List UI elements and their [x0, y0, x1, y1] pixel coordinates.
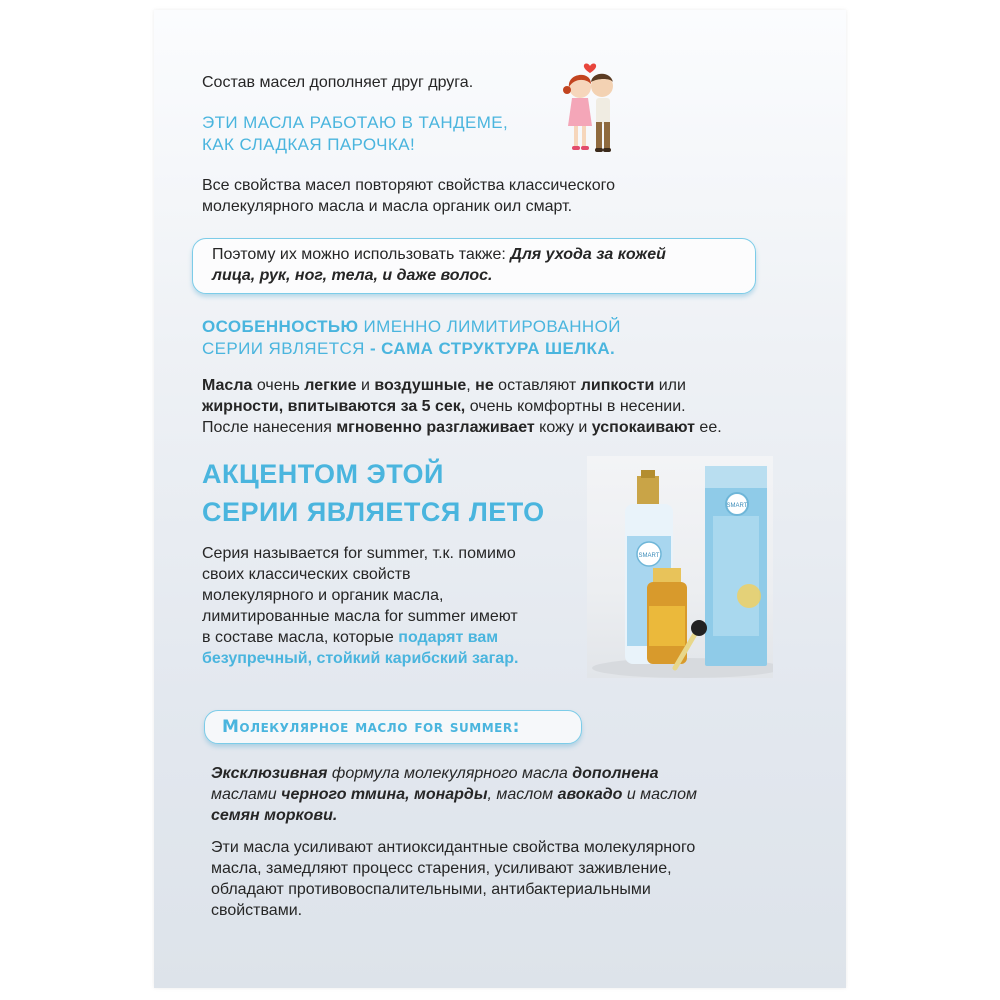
feature-heading: ОСОБЕННОСТЬЮ ИМЕННО ЛИМИТИРОВАННОЙ СЕРИИ ЯВЛЯЕТСЯ - САМА СТРУКТУРА ШЕЛКА. — [202, 317, 621, 358]
product-title: Молекулярное масло for summer: — [222, 717, 520, 737]
texture-paragraph: Масла очень легкие и воздушные, не оставляют липкости или жирности, впитываются за 5 сек, очень комфортны в несении. После нанесения мгновенно разглаживает кожу и успокаивают ее. — [202, 377, 722, 436]
couple-illustration — [558, 60, 624, 160]
bottle-logo-text: SMART — [638, 553, 660, 559]
usage-note-text: Поэтому их можно использовать также: Для ухода за кожей лица, рук, ног, тела, и даже волос. — [212, 246, 666, 284]
usage-note-box — [192, 238, 756, 294]
box-logo-text: SMART — [726, 503, 748, 509]
properties-text: Все свойства масел повторяют свойства классического молекулярного масла и масла органик оил смарт. — [202, 177, 615, 215]
product-photo — [587, 456, 773, 678]
intro-line: Состав масел дополняет друг друга. — [202, 74, 474, 91]
formula-paragraph: Эксклюзивная формула молекулярного масла дополнена маслами черного тмина, монарды, маслом авокадо и маслом семян моркови. — [211, 765, 697, 824]
product-title-pill — [204, 710, 582, 744]
tandem-heading: ЭТИ МАСЛА РАБОТАЮ В ТАНДЕМЕ, КАК СЛАДКАЯ ПАРОЧКА! — [202, 113, 509, 154]
series-paragraph: Серия называется for summer, т.к. помимо своих классических свойств молекулярного и органик масла, лимитированные масла for summer имеют в составе масла, которые подарят вам безупречный, стойкий карибский загар. — [202, 545, 519, 667]
effects-paragraph: Эти масла усиливают антиоксидантные свойства молекулярного масла, замедляют процесс старения, усиливают заживление, обладают противовоспалительными, антибактериальными свойствами. — [211, 839, 696, 919]
summer-accent-heading: АКЦЕНТОМ ЭТОЙ СЕРИИ ЯВЛЯЕТСЯ ЛЕТО — [202, 459, 545, 527]
